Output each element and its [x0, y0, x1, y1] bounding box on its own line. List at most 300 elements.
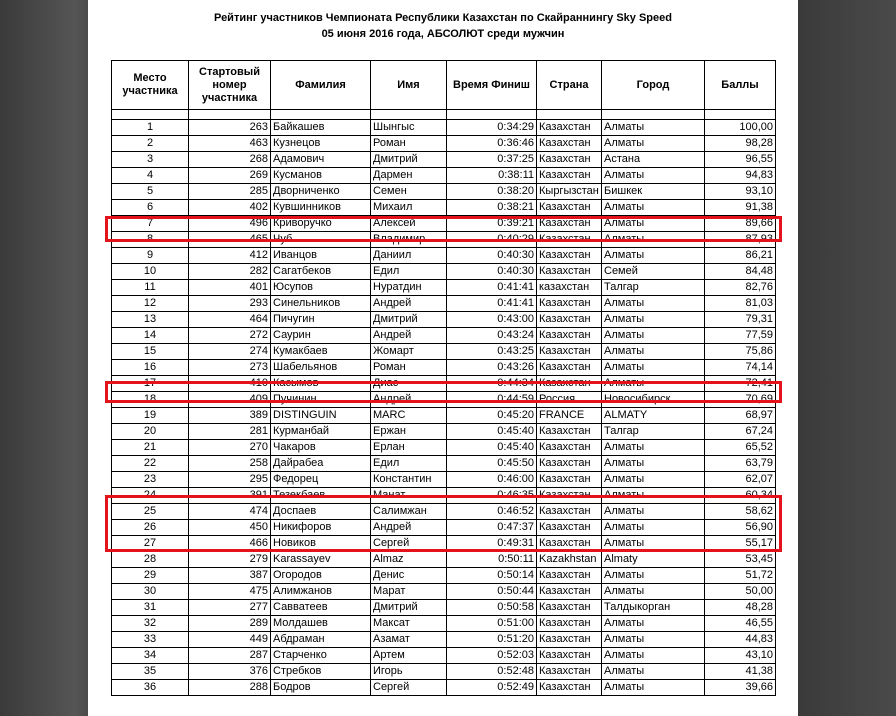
cell-finish-time: 0:51:20 — [447, 632, 537, 648]
cell-city: Алматы — [602, 120, 705, 136]
cell-start-number: 466 — [189, 536, 271, 552]
cell-surname: Савватеев — [271, 600, 371, 616]
cell-name: Андрей — [371, 392, 447, 408]
cell-finish-time: 0:46:00 — [447, 472, 537, 488]
cell-start-number: 293 — [189, 296, 271, 312]
table-row — [112, 152, 776, 168]
cell-place: 15 — [112, 344, 189, 360]
cell-surname: Тезекбаев — [271, 488, 371, 504]
cell-country: Казахстан — [537, 328, 602, 344]
cell-name: Константин — [371, 472, 447, 488]
cell-start-number: 269 — [189, 168, 271, 184]
table-row — [112, 520, 776, 536]
cell-points: 39,66 — [705, 680, 776, 696]
table-row — [112, 200, 776, 216]
table-row — [112, 440, 776, 456]
cell-name: Almaz — [371, 552, 447, 568]
cell-country: Казахстан — [537, 360, 602, 376]
cell-country: Казахстан — [537, 488, 602, 504]
cell-place: 24 — [112, 488, 189, 504]
cell-finish-time: 0:40:30 — [447, 264, 537, 280]
table-row — [112, 504, 776, 520]
cell-name: Семен — [371, 184, 447, 200]
table-row — [112, 184, 776, 200]
cell-surname: Сагатбеков — [271, 264, 371, 280]
cell-finish-time: 0:49:31 — [447, 536, 537, 552]
cell-place: 23 — [112, 472, 189, 488]
cell-surname: Дворниченко — [271, 184, 371, 200]
cell-points: 86,21 — [705, 248, 776, 264]
cell-city: Алматы — [602, 232, 705, 248]
cell-start-number: 268 — [189, 152, 271, 168]
table-row — [112, 328, 776, 344]
cell-name: MARC — [371, 408, 447, 424]
table-row — [112, 168, 776, 184]
cell-city: Алматы — [602, 376, 705, 392]
cell-points: 87,93 — [705, 232, 776, 248]
cell-start-number: 287 — [189, 648, 271, 664]
cell-finish-time: 0:43:26 — [447, 360, 537, 376]
cell-country: Казахстан — [537, 424, 602, 440]
cell-country: Казахстан — [537, 456, 602, 472]
cell-finish-time: 0:34:29 — [447, 120, 537, 136]
table-header-row — [112, 61, 776, 110]
cell-city: Алматы — [602, 344, 705, 360]
header-start-number: Стартовый номер участника — [189, 61, 271, 110]
cell-surname: Чакаров — [271, 440, 371, 456]
cell-city: Алматы — [602, 568, 705, 584]
cell-surname: Новиков — [271, 536, 371, 552]
cell-place: 30 — [112, 584, 189, 600]
cell-points: 65,52 — [705, 440, 776, 456]
cell-name: Максат — [371, 616, 447, 632]
cell-surname: Кувшинников — [271, 200, 371, 216]
cell-place: 12 — [112, 296, 189, 312]
cell-name: Нуратдин — [371, 280, 447, 296]
cell-finish-time: 0:52:49 — [447, 680, 537, 696]
cell-country: Казахстан — [537, 584, 602, 600]
cell-surname: Алимжанов — [271, 584, 371, 600]
cell-surname: Кузнецов — [271, 136, 371, 152]
cell-finish-time: 0:43:24 — [447, 328, 537, 344]
cell-city: Алматы — [602, 440, 705, 456]
cell-name: Жомарт — [371, 344, 447, 360]
cell-finish-time: 0:47:37 — [447, 520, 537, 536]
cell-place: 31 — [112, 600, 189, 616]
spacer-row — [112, 110, 776, 120]
cell-start-number: 376 — [189, 664, 271, 680]
cell-start-number: 279 — [189, 552, 271, 568]
cell-name: Даниил — [371, 248, 447, 264]
cell-place: 8 — [112, 232, 189, 248]
cell-name: Манат — [371, 488, 447, 504]
cell-finish-time: 0:44:34 — [447, 376, 537, 392]
cell-points: 96,55 — [705, 152, 776, 168]
header-place: Место участника — [112, 61, 189, 110]
cell-start-number: 391 — [189, 488, 271, 504]
cell-surname: Федорец — [271, 472, 371, 488]
cell-surname: Адамович — [271, 152, 371, 168]
cell-points: 43,10 — [705, 648, 776, 664]
table-row — [112, 248, 776, 264]
cell-city: Алматы — [602, 648, 705, 664]
cell-finish-time: 0:50:44 — [447, 584, 537, 600]
cell-surname: Кумакбаев — [271, 344, 371, 360]
cell-finish-time: 0:51:00 — [447, 616, 537, 632]
cell-place: 19 — [112, 408, 189, 424]
cell-surname: Стребков — [271, 664, 371, 680]
table-row — [112, 408, 776, 424]
cell-city: Семей — [602, 264, 705, 280]
cell-finish-time: 0:50:11 — [447, 552, 537, 568]
cell-city: Алматы — [602, 584, 705, 600]
cell-start-number: 449 — [189, 632, 271, 648]
table-row — [112, 216, 776, 232]
cell-points: 89,66 — [705, 216, 776, 232]
cell-city: Талдыкорган — [602, 600, 705, 616]
cell-city: Алматы — [602, 664, 705, 680]
cell-place: 20 — [112, 424, 189, 440]
cell-points: 94,83 — [705, 168, 776, 184]
cell-points: 84,48 — [705, 264, 776, 280]
cell-surname: Курманбай — [271, 424, 371, 440]
cell-place: 2 — [112, 136, 189, 152]
cell-name: Марат — [371, 584, 447, 600]
cell-country: Казахстан — [537, 136, 602, 152]
table-row — [112, 264, 776, 280]
cell-finish-time: 0:45:40 — [447, 424, 537, 440]
table-row — [112, 568, 776, 584]
cell-name: Ерлан — [371, 440, 447, 456]
cell-start-number: 295 — [189, 472, 271, 488]
cell-surname: Касымов — [271, 376, 371, 392]
cell-finish-time: 0:44:59 — [447, 392, 537, 408]
cell-city: Алматы — [602, 200, 705, 216]
cell-surname: Karassayev — [271, 552, 371, 568]
cell-finish-time: 0:43:00 — [447, 312, 537, 328]
cell-place: 34 — [112, 648, 189, 664]
cell-city: Алматы — [602, 616, 705, 632]
header-points: Баллы — [705, 61, 776, 110]
table-row — [112, 280, 776, 296]
viewer-background-right — [798, 0, 896, 716]
cell-country: Казахстан — [537, 264, 602, 280]
cell-points: 41,38 — [705, 664, 776, 680]
cell-name: Андрей — [371, 296, 447, 312]
cell-start-number: 285 — [189, 184, 271, 200]
table-row — [112, 648, 776, 664]
cell-place: 5 — [112, 184, 189, 200]
cell-city: Бишкек — [602, 184, 705, 200]
table-row — [112, 424, 776, 440]
table-row — [112, 456, 776, 472]
cell-surname: Иванцов — [271, 248, 371, 264]
cell-place: 26 — [112, 520, 189, 536]
cell-country: Kazakhstan — [537, 552, 602, 568]
cell-finish-time: 0:38:20 — [447, 184, 537, 200]
cell-surname: Никифоров — [271, 520, 371, 536]
cell-start-number: 409 — [189, 392, 271, 408]
cell-surname: Синельников — [271, 296, 371, 312]
cell-place: 27 — [112, 536, 189, 552]
cell-name: Дмитрий — [371, 152, 447, 168]
cell-surname: Байкашев — [271, 120, 371, 136]
cell-points: 91,38 — [705, 200, 776, 216]
cell-points: 48,28 — [705, 600, 776, 616]
cell-start-number: 412 — [189, 248, 271, 264]
cell-country: Кыргызстан — [537, 184, 602, 200]
cell-start-number: 274 — [189, 344, 271, 360]
table-row — [112, 376, 776, 392]
header-finish-time: Время Финиш — [447, 61, 537, 110]
cell-surname: Старченко — [271, 648, 371, 664]
cell-country: Казахстан — [537, 536, 602, 552]
cell-city: Almaty — [602, 552, 705, 568]
cell-finish-time: 0:45:40 — [447, 440, 537, 456]
cell-name: Андрей — [371, 328, 447, 344]
cell-place: 1 — [112, 120, 189, 136]
cell-place: 18 — [112, 392, 189, 408]
cell-country: Казахстан — [537, 312, 602, 328]
cell-start-number: 282 — [189, 264, 271, 280]
cell-start-number: 277 — [189, 600, 271, 616]
cell-points: 53,45 — [705, 552, 776, 568]
cell-finish-time: 0:43:25 — [447, 344, 537, 360]
cell-city: Алматы — [602, 456, 705, 472]
cell-points: 62,07 — [705, 472, 776, 488]
cell-city: Алматы — [602, 472, 705, 488]
table-row — [112, 600, 776, 616]
cell-place: 11 — [112, 280, 189, 296]
cell-name: Алексей — [371, 216, 447, 232]
cell-points: 81,03 — [705, 296, 776, 312]
cell-name: Владимир — [371, 232, 447, 248]
cell-name: Игорь — [371, 664, 447, 680]
cell-city: Талгар — [602, 424, 705, 440]
cell-country: Казахстан — [537, 296, 602, 312]
cell-points: 51,72 — [705, 568, 776, 584]
cell-finish-time: 0:46:35 — [447, 488, 537, 504]
cell-place: 9 — [112, 248, 189, 264]
cell-name: Роман — [371, 136, 447, 152]
cell-city: Астана — [602, 152, 705, 168]
table-row — [112, 632, 776, 648]
cell-name: Роман — [371, 360, 447, 376]
cell-country: Казахстан — [537, 376, 602, 392]
cell-finish-time: 0:39:21 — [447, 216, 537, 232]
cell-points: 67,24 — [705, 424, 776, 440]
cell-start-number: 401 — [189, 280, 271, 296]
cell-finish-time: 0:50:58 — [447, 600, 537, 616]
cell-finish-time: 0:41:41 — [447, 296, 537, 312]
table-row — [112, 296, 776, 312]
cell-finish-time: 0:40:30 — [447, 248, 537, 264]
cell-city: Алматы — [602, 488, 705, 504]
cell-start-number: 288 — [189, 680, 271, 696]
cell-country: Казахстан — [537, 632, 602, 648]
cell-start-number: 273 — [189, 360, 271, 376]
cell-surname: Саурин — [271, 328, 371, 344]
table-row — [112, 120, 776, 136]
cell-country: Казахстан — [537, 200, 602, 216]
cell-place: 33 — [112, 632, 189, 648]
table-row — [112, 312, 776, 328]
cell-name: Артем — [371, 648, 447, 664]
header-country: Страна — [537, 61, 602, 110]
cell-country: Казахстан — [537, 472, 602, 488]
cell-country: Казахстан — [537, 152, 602, 168]
cell-start-number: 463 — [189, 136, 271, 152]
cell-name: Диас — [371, 376, 447, 392]
cell-surname: Чуб — [271, 232, 371, 248]
cell-country: Казахстан — [537, 616, 602, 632]
cell-place: 32 — [112, 616, 189, 632]
cell-start-number: 465 — [189, 232, 271, 248]
cell-city: Алматы — [602, 536, 705, 552]
table-row — [112, 344, 776, 360]
cell-place: 13 — [112, 312, 189, 328]
table-row — [112, 664, 776, 680]
cell-points: 93,10 — [705, 184, 776, 200]
cell-points: 98,28 — [705, 136, 776, 152]
cell-start-number: 272 — [189, 328, 271, 344]
cell-start-number: 281 — [189, 424, 271, 440]
cell-start-number: 464 — [189, 312, 271, 328]
cell-start-number: 410 — [189, 376, 271, 392]
cell-points: 56,90 — [705, 520, 776, 536]
cell-country: Казахстан — [537, 568, 602, 584]
cell-points: 77,59 — [705, 328, 776, 344]
cell-surname: Юсупов — [271, 280, 371, 296]
cell-place: 29 — [112, 568, 189, 584]
cell-country: FRANCE — [537, 408, 602, 424]
cell-points: 58,62 — [705, 504, 776, 520]
cell-name: Денис — [371, 568, 447, 584]
cell-finish-time: 0:46:52 — [447, 504, 537, 520]
cell-points: 68,97 — [705, 408, 776, 424]
cell-city: Алматы — [602, 504, 705, 520]
cell-start-number: 387 — [189, 568, 271, 584]
table-row — [112, 488, 776, 504]
cell-country: Казахстан — [537, 504, 602, 520]
cell-city: Алматы — [602, 520, 705, 536]
cell-place: 36 — [112, 680, 189, 696]
cell-points: 74,14 — [705, 360, 776, 376]
cell-finish-time: 0:36:46 — [447, 136, 537, 152]
cell-name: Ержан — [371, 424, 447, 440]
cell-finish-time: 0:45:20 — [447, 408, 537, 424]
table-row — [112, 616, 776, 632]
cell-start-number: 450 — [189, 520, 271, 536]
cell-place: 3 — [112, 152, 189, 168]
cell-name: Дармен — [371, 168, 447, 184]
cell-country: Казахстан — [537, 440, 602, 456]
cell-city: Алматы — [602, 680, 705, 696]
cell-finish-time: 0:38:11 — [447, 168, 537, 184]
cell-start-number: 402 — [189, 200, 271, 216]
cell-surname: Шабельянов — [271, 360, 371, 376]
cell-finish-time: 0:52:03 — [447, 648, 537, 664]
cell-country: Россия — [537, 392, 602, 408]
cell-start-number: 496 — [189, 216, 271, 232]
cell-finish-time: 0:45:50 — [447, 456, 537, 472]
cell-surname: Огородов — [271, 568, 371, 584]
cell-country: Казахстан — [537, 248, 602, 264]
table-row — [112, 680, 776, 696]
header-surname: Фамилия — [271, 61, 371, 110]
cell-name: Сергей — [371, 680, 447, 696]
cell-country: Казахстан — [537, 232, 602, 248]
cell-points: 82,76 — [705, 280, 776, 296]
cell-start-number: 258 — [189, 456, 271, 472]
cell-country: Казахстан — [537, 648, 602, 664]
cell-surname: Доспаев — [271, 504, 371, 520]
cell-name: Едил — [371, 456, 447, 472]
cell-start-number: 263 — [189, 120, 271, 136]
cell-surname: Абдраман — [271, 632, 371, 648]
cell-country: Казахстан — [537, 344, 602, 360]
cell-points: 75,86 — [705, 344, 776, 360]
cell-surname: Кусманов — [271, 168, 371, 184]
cell-surname: Бодров — [271, 680, 371, 696]
cell-surname: Пучинин — [271, 392, 371, 408]
cell-start-number: 475 — [189, 584, 271, 600]
cell-city: Алматы — [602, 328, 705, 344]
cell-points: 79,31 — [705, 312, 776, 328]
cell-finish-time: 0:41:41 — [447, 280, 537, 296]
cell-name: Дмитрий — [371, 312, 447, 328]
cell-city: Алматы — [602, 168, 705, 184]
cell-country: Казахстан — [537, 216, 602, 232]
header-city: Город — [602, 61, 705, 110]
cell-name: Дмитрий — [371, 600, 447, 616]
cell-city: Алматы — [602, 216, 705, 232]
cell-points: 70,69 — [705, 392, 776, 408]
table-row — [112, 392, 776, 408]
cell-start-number: 474 — [189, 504, 271, 520]
cell-country: Казахстан — [537, 664, 602, 680]
cell-country: Казахстан — [537, 168, 602, 184]
cell-start-number: 389 — [189, 408, 271, 424]
cell-city: ALMATY — [602, 408, 705, 424]
cell-surname: DISTINGUIN — [271, 408, 371, 424]
table-row — [112, 552, 776, 568]
cell-name: Сергей — [371, 536, 447, 552]
document-title: Рейтинг участников Чемпионата Республики Казахстан по Скайраннингу Sky Speed — [214, 12, 672, 24]
cell-finish-time: 0:40:29 — [447, 232, 537, 248]
cell-place: 17 — [112, 376, 189, 392]
cell-surname: Пичугин — [271, 312, 371, 328]
cell-surname: Дайрабеа — [271, 456, 371, 472]
cell-place: 35 — [112, 664, 189, 680]
cell-city: Алматы — [602, 248, 705, 264]
cell-country: Казахстан — [537, 600, 602, 616]
cell-name: Михаил — [371, 200, 447, 216]
cell-city: Новосибирск — [602, 392, 705, 408]
cell-country: Казахстан — [537, 120, 602, 136]
document-page — [88, 0, 798, 716]
cell-points: 55,17 — [705, 536, 776, 552]
cell-surname: Криворучко — [271, 216, 371, 232]
cell-city: Алматы — [602, 632, 705, 648]
cell-city: Талгар — [602, 280, 705, 296]
table-row — [112, 136, 776, 152]
cell-finish-time: 0:38:21 — [447, 200, 537, 216]
cell-place: 10 — [112, 264, 189, 280]
cell-name: Едил — [371, 264, 447, 280]
cell-finish-time: 0:37:25 — [447, 152, 537, 168]
cell-points: 50,00 — [705, 584, 776, 600]
